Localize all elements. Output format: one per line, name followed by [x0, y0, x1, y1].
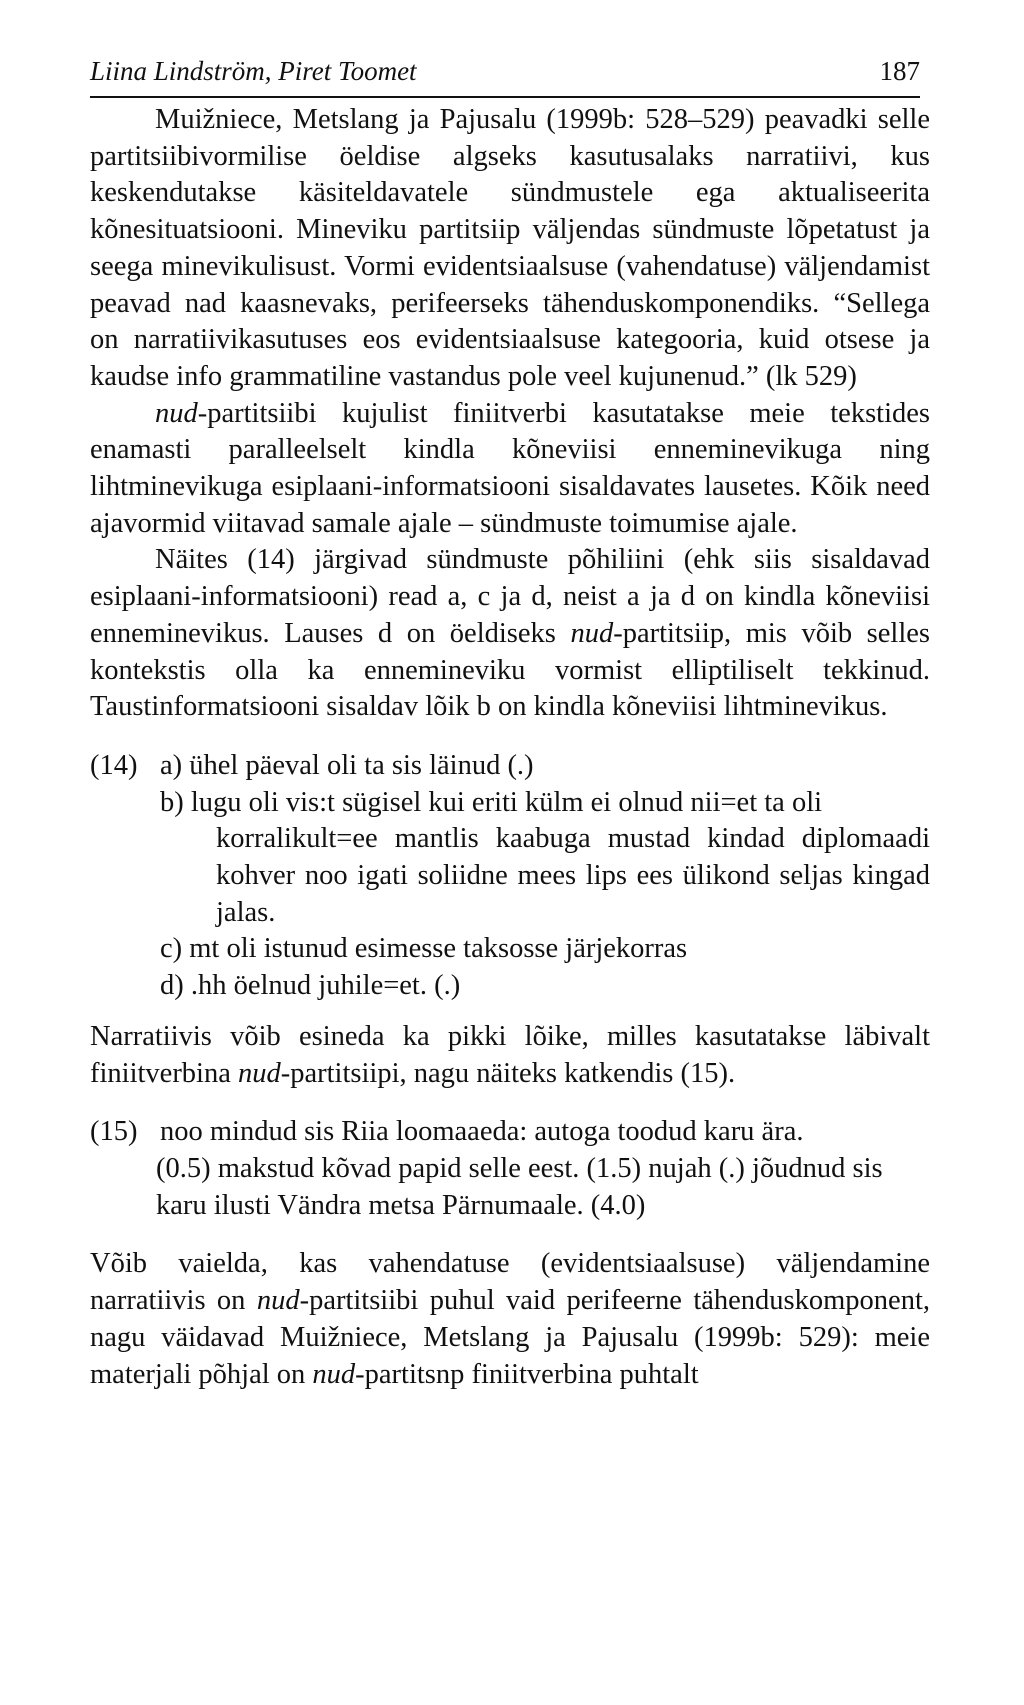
paragraph-5-text-b: -partitsiibi puhul vaid perifeerne tähenduskomponent, nagu väidavad Muižniece, Metslang ja Pajusalu (1999b: 529): meie materjali põhjal on	[90, 1285, 930, 1390]
example-14-line-a	[90, 748, 930, 785]
example-15-line-1	[90, 1114, 930, 1151]
example-15	[90, 1114, 930, 1224]
italic-term: nud	[312, 1358, 356, 1390]
paragraph-3-text-b: -partitsiip, mis võib selles kontekstis olla ka ennemineviku vormist elliptiliselt tekkinud. Taustinformatsiooni sisaldav lõik b on kindla kõneviisi lihtminevikus.	[90, 617, 930, 723]
example-14-b: b) lugu oli vis:t sügisel kui eriti külm ei olnud nii=et ta oli	[160, 786, 823, 818]
page-number: 187	[879, 56, 920, 86]
paragraph-4-text-b: -partitsiipi, nagu näiteks katkendis (15).	[280, 1057, 736, 1089]
header-authors: Liina Lindström, Piret Toomet	[90, 56, 417, 86]
italic-term: nud	[256, 1285, 300, 1317]
paragraph-5-text-a: Võib vaielda, kas vahendatuse (evidentsiaalsuse) väljendamine narratiivis on	[90, 1248, 930, 1317]
italic-term: nud	[238, 1057, 281, 1089]
example-14-c: c) mt oli istunud esimesse taksosse järjekorras	[160, 933, 688, 965]
paragraph-2	[90, 396, 930, 543]
running-header	[90, 52, 920, 98]
body-text	[90, 102, 930, 1393]
paragraph-1: Muižniece, Metslang ja Pajusalu (1999b: 528–529) peavadki selle partitsiibivormilise öeldise algseks kasutusalaks narratiivi, kus keskendutakse käsiteldavatele sündmustele ega aktualiseerita kõnesituatsiooni. Mineviku partitsiip väljendas sündmuste lõpetatust ja seega minevikulisust. Vormi evidentsiaalsuse (vahendatuse) väljendamist peavad nad kaasnevaks, perifeerseks tähenduskomponendiks. “Sellega on narratiivikasutuses eos evidentsiaalsuse kategooria, kuid otsese ja kaudse info grammatiline vastandus pole veel kujunenud.” (lk 529)	[90, 104, 930, 392]
example-15-first: noo mindud sis Riia loomaaeda: autoga toodud karu ära.	[160, 1116, 804, 1148]
example-number: (15)	[90, 1116, 138, 1148]
example-15-continuation: (0.5) makstud kõvad papid selle eest. (1.5) nujah (.) jõudnud sis karu ilusti Vändra metsa Pärnumaale. (4.0)	[156, 1152, 883, 1221]
paragraph-3-text-a: Näites (14) järgivad sündmuste põhiliini (ehk siis sisaldavad esiplaani-informatsiooni) read a, c ja d, neist a ja d on kindla kõneviisi enneminevikus. Lauses d on öeldiseks	[90, 544, 930, 649]
example-14	[90, 748, 930, 1005]
example-14-a: a) ühel päeval oli ta sis läinud (.)	[160, 749, 534, 781]
example-number: (14)	[90, 749, 138, 781]
paragraph-5-text-c: -partitsnp finiitverbina puhtalt	[355, 1358, 699, 1390]
italic-term: nud	[155, 397, 198, 429]
paragraph-2-text: -partitsiibi kujulist finiitverbi kasutatakse meie tekstides enamasti paralleelselt kindla kõneviisi enneminevikuga ning lihtminevikuga esiplaani-informatsiooni sisaldavates lausetes. Kõik need ajavormid viitavad samale ajale – sündmuste toimumise ajale.	[90, 397, 930, 539]
example-14-b-continuation: korralikult=ee mantlis kaabuga mustad kindad diplomaadi kohver noo igati soliidne mees lips ees ülikond seljas kingad jalas.	[216, 823, 930, 928]
italic-term: nud	[570, 617, 614, 649]
paragraph-5	[90, 1246, 930, 1393]
example-14-d: d) .hh öelnud juhile=et. (.)	[160, 970, 461, 1002]
paragraph-3	[90, 542, 930, 726]
paragraph-4-text-a: Narratiivis võib esineda ka pikki lõike, milles kasutatakse läbivalt finiitverbina	[90, 1020, 930, 1089]
paragraph-4	[90, 1019, 930, 1092]
